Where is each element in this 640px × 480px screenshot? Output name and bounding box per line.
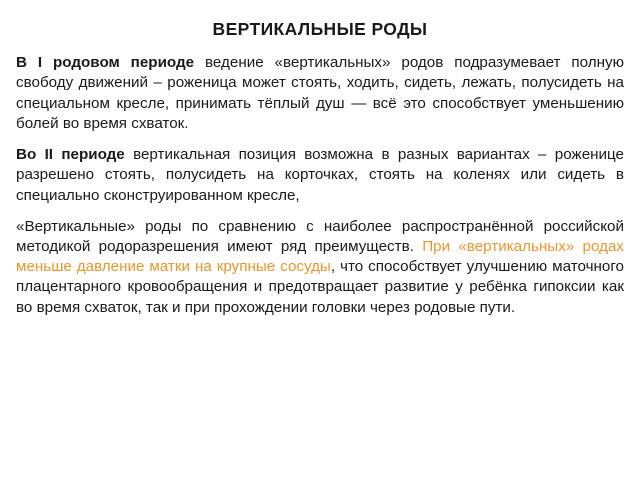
- paragraph-advantages-highlight: При «вертикальных» родах меньше давление матки на крупные сосуды: [16, 238, 624, 276]
- paragraph-first-period: [16, 53, 624, 134]
- paragraph-advantages: [16, 217, 624, 318]
- paragraph-advantages-text-after: , что способствует улучшению маточного плацентарного кровообращения и предотвращает развитие у ребёнка гипоксии как во время схваток, так и при прохождении головки через родовые пути.: [16, 258, 624, 316]
- paragraph-first-period-text: ведение «вертикальных» родов подразумевает полную свободу движений – роженица может стоять, ходить, сидеть, лежать, полусидеть на специальном кресле, принимать тёплый душ — всё это способствует уменьшению болей во время схваток.: [16, 54, 624, 132]
- paragraph-second-period-text: вертикальная позиция возможна в разных вариантах – роженице разрешено стоять, полусидеть на корточках, стоять на коленях или сидеть в специально сконструированном кресле,: [16, 146, 624, 204]
- page-title: ВЕРТИКАЛЬНЫЕ РОДЫ: [212, 19, 428, 39]
- paragraph-second-period-lead: Во II периоде: [16, 146, 125, 164]
- paragraph-advantages-text-before: «Вертикальные» роды по сравнению с наиболее распространённой российской методикой родоразрешения имеют ряд преимуществ.: [16, 217, 624, 255]
- paragraph-second-period: [16, 145, 624, 206]
- paragraph-first-period-lead: В I родовом периоде: [16, 54, 195, 72]
